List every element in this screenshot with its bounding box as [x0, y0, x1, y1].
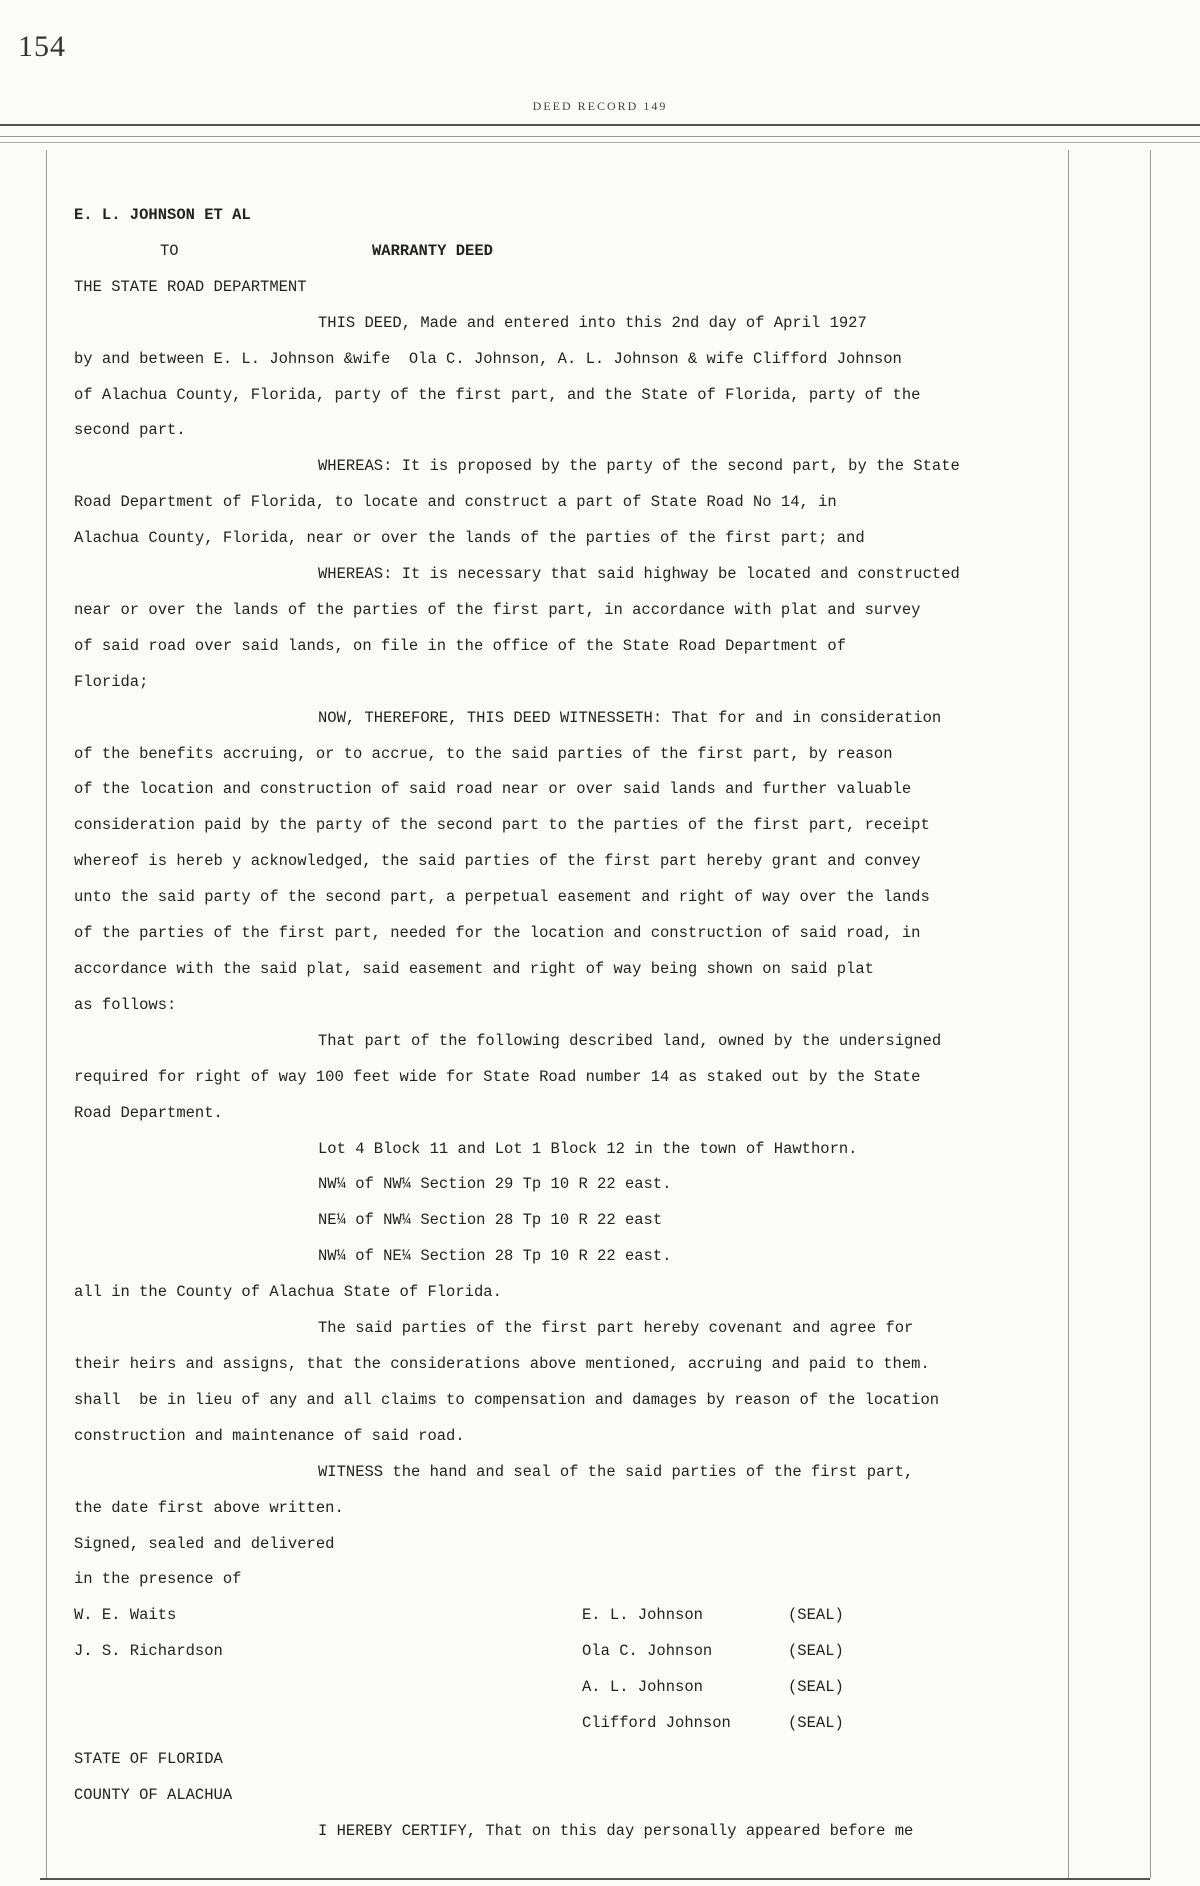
deed-type: WARRANTY DEED — [372, 241, 493, 260]
seal-mark: (SEAL) — [788, 1642, 844, 1661]
body-line: NOW, THEREFORE, THIS DEED WITNESSETH: That for and in consideration — [318, 708, 942, 727]
seal-mark: (SEAL) — [788, 1714, 844, 1732]
land-description: NE¼ of NW¼ Section 28 Tp 10 R 22 east — [318, 1211, 663, 1230]
signature-row — [74, 1706, 1074, 1742]
body-line: unto the said party of the second part, a perpetual easement and right of way over the lands — [74, 888, 930, 907]
header-rule-thin — [0, 136, 1200, 137]
body-line: That part of the following described land, owned by the undersigned — [318, 1031, 942, 1050]
signature-row — [74, 1670, 1074, 1706]
body-line: Alachua County, Florida, near or over the lands of the parties of the first part; and — [74, 529, 865, 548]
body-line: as follows: — [74, 995, 177, 1014]
body-line: all in the County of Alachua State of Florida. — [74, 1283, 502, 1302]
land-description: NW¼ of NW¼ Section 29 Tp 10 R 22 east. — [318, 1175, 672, 1194]
body-line: their heirs and assigns, that the considerations above mentioned, accruing and paid to them. — [74, 1354, 930, 1373]
body-line: construction and maintenance of said road. — [74, 1426, 465, 1445]
record-header: DEED RECORD 149 — [532, 99, 668, 113]
county-heading: COUNTY OF ALACHUA — [74, 1785, 233, 1804]
right-margin-line-2 — [1150, 150, 1151, 1878]
signer-name: Ola C. Johnson — [582, 1642, 713, 1661]
signer-name: A. L. Johnson — [582, 1678, 703, 1697]
body-line: in the presence of — [74, 1570, 242, 1589]
body-line: whereof is hereb y acknowledged, the said parties of the first part hereby grant and convey — [74, 852, 921, 871]
witness-name: J. S. Richardson — [74, 1642, 223, 1661]
body-line: WHEREAS: It is necessary that said highway be located and constructed — [318, 565, 960, 584]
page-number: 154 — [18, 30, 66, 63]
body-line: of the benefits accruing, or to accrue, to the said parties of the first part, by reason — [74, 744, 893, 763]
header-rule — [0, 124, 1200, 126]
body-line: of the parties of the first part, needed for the location and construction of said road, in — [74, 924, 921, 943]
seal-mark: (SEAL) — [788, 1606, 844, 1625]
seal-mark: (SEAL) — [788, 1678, 844, 1697]
body-line: accordance with the said plat, said easement and right of way being shown on said plat — [74, 960, 874, 979]
body-line: of Alachua County, Florida, party of the first part, and the State of Florida, party of the — [74, 385, 921, 404]
body-line: The said parties of the first part hereby covenant and agree for — [318, 1319, 914, 1338]
body-line: by and between E. L. Johnson &wife Ola C. Johnson, A. L. Johnson & wife Clifford Johnson — [74, 349, 902, 368]
land-description: Lot 4 Block 11 and Lot 1 Block 12 in the town of Hawthorn. — [318, 1139, 858, 1158]
land-description: NW¼ of NE¼ Section 28 Tp 10 R 22 east. — [318, 1247, 672, 1266]
body-line: of said road over said lands, on file in the office of the State Road Department of — [74, 636, 847, 655]
signer-name: E. L. Johnson — [582, 1606, 703, 1625]
signature-row — [74, 1598, 1074, 1634]
body-line: Road Department. — [74, 1103, 223, 1122]
grantee: THE STATE ROAD DEPARTMENT — [74, 277, 307, 296]
body-line: second part. — [74, 421, 186, 440]
deed-document — [74, 198, 1074, 1850]
body-line: Florida; — [74, 672, 149, 691]
body-line: Signed, sealed and delivered — [74, 1534, 335, 1553]
signature-row — [74, 1634, 1074, 1670]
bottom-rule — [40, 1878, 1150, 1880]
state-heading: STATE OF FLORIDA — [74, 1749, 223, 1768]
body-line: the date first above written. — [74, 1498, 344, 1517]
body-line: Road Department of Florida, to locate and construct a part of State Road No 14, in — [74, 493, 837, 512]
body-line: near or over the lands of the parties of the first part, in accordance with plat and survey — [74, 600, 921, 619]
header-rule-thin-2 — [0, 142, 1200, 143]
body-line: WHEREAS: It is proposed by the party of the second part, by the State — [318, 457, 960, 476]
signer-name: Clifford Johnson — [582, 1714, 731, 1732]
left-margin-line — [46, 150, 47, 1878]
to-label: TO — [160, 241, 179, 260]
body-line: WITNESS the hand and seal of the said parties of the first part, — [318, 1462, 914, 1481]
body-line: of the location and construction of said road near or over said lands and further valuable — [74, 780, 912, 799]
body-line: consideration paid by the party of the second part to the parties of the first part, receipt — [74, 816, 930, 835]
witness-name: W. E. Waits — [74, 1606, 177, 1625]
body-line: shall be in lieu of any and all claims to compensation and damages by reason of the location — [74, 1390, 940, 1409]
body-line: THIS DEED, Made and entered into this 2nd day of April 1927 — [318, 313, 867, 332]
certify-line: I HEREBY CERTIFY, That on this day personally appeared before me — [318, 1821, 914, 1840]
grantor: E. L. JOHNSON ET AL — [74, 206, 251, 224]
heading-row — [74, 234, 1074, 270]
body-line: required for right of way 100 feet wide for State Road number 14 as staked out by the State — [74, 1067, 921, 1086]
